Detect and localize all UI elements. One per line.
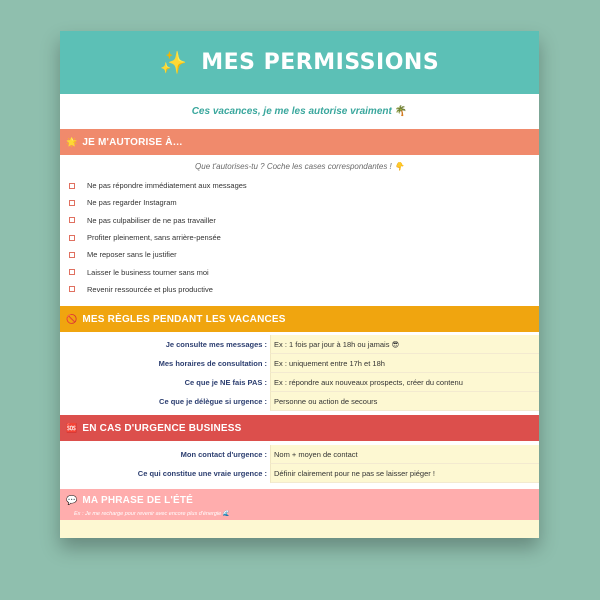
checklist-item-label: Ne pas regarder Instagram bbox=[87, 198, 177, 208]
section-header-rules bbox=[60, 306, 539, 332]
checklist-item-label: Me reposer sans le justifier bbox=[87, 250, 177, 260]
list-item bbox=[69, 194, 539, 211]
rule-label: Ce que je NE fais PAS : bbox=[184, 378, 267, 388]
speech-bubble-icon: 💬 bbox=[66, 494, 78, 505]
table-row bbox=[60, 445, 539, 464]
list-item bbox=[69, 177, 539, 194]
checklist-item-label: Ne pas répondre immédiatement aux messages bbox=[87, 181, 247, 191]
checkbox[interactable] bbox=[69, 286, 75, 292]
table-row bbox=[60, 464, 539, 483]
rule-value-field[interactable]: Ex : uniquement entre 17h et 18h bbox=[270, 354, 539, 373]
checkbox[interactable] bbox=[69, 269, 75, 275]
rule-label: Mes horaires de consultation : bbox=[158, 359, 267, 369]
palm-tree-icon: 🌴 bbox=[394, 106, 408, 117]
table-row bbox=[60, 354, 539, 373]
rule-value-field[interactable]: Ex : répondre aux nouveaux prospects, créer du contenu bbox=[270, 373, 539, 392]
document-sheet bbox=[60, 31, 539, 538]
list-item bbox=[69, 281, 539, 298]
subtitle bbox=[60, 94, 539, 129]
table-row bbox=[60, 335, 539, 354]
rule-value-field[interactable]: Nom + moyen de contact bbox=[270, 445, 539, 464]
checkbox[interactable] bbox=[69, 200, 75, 206]
page-title: MES PERMISSIONS bbox=[201, 50, 440, 75]
section-header-phrase bbox=[60, 489, 539, 511]
rule-value-field[interactable]: Personne ou action de secours bbox=[270, 392, 539, 411]
list-item bbox=[69, 246, 539, 263]
list-item bbox=[69, 263, 539, 280]
section-title-phrase: MA PHRASE DE L'ÉTÉ bbox=[82, 494, 194, 506]
no-entry-icon: 🚫 bbox=[66, 313, 78, 324]
section-header-permissions bbox=[60, 129, 539, 155]
phrase-text[interactable]: Ex : Je me recharge pour revenir avec encore plus d'énergie 🌊 bbox=[60, 511, 539, 520]
checklist-item-label: Ne pas culpabiliser de ne pas travailler bbox=[87, 215, 216, 225]
checklist-item-label: Profiter pleinement, sans arrière-pensée bbox=[87, 233, 221, 243]
section-title-rules: MES RÈGLES PENDANT LES VACANCES bbox=[82, 313, 286, 325]
rule-label: Ce qui constitue une vraie urgence : bbox=[137, 469, 267, 479]
rule-label: Ce que je délègue si urgence : bbox=[159, 397, 267, 407]
checkbox[interactable] bbox=[69, 235, 75, 241]
checkbox[interactable] bbox=[69, 252, 75, 258]
rule-label: Mon contact d'urgence : bbox=[180, 450, 267, 460]
checkbox[interactable] bbox=[69, 183, 75, 189]
sos-icon: 🆘 bbox=[66, 422, 78, 433]
checklist-item-label: Laisser le business tourner sans moi bbox=[87, 267, 209, 277]
urgence-table bbox=[60, 441, 539, 489]
section-header-urgence bbox=[60, 415, 539, 441]
table-row bbox=[60, 373, 539, 392]
section-title-permissions: JE M'AUTORISE À… bbox=[82, 136, 183, 148]
permissions-checklist bbox=[60, 177, 539, 306]
rule-label: Je consulte mes messages : bbox=[165, 340, 267, 350]
checklist-item-label: Revenir ressourcée et plus productive bbox=[87, 284, 213, 294]
sparkles-icon: ✨ bbox=[159, 49, 188, 75]
rule-value-field[interactable]: Définir clairement pour ne pas se laisser piéger ! bbox=[270, 464, 539, 483]
rules-table bbox=[60, 332, 539, 415]
checklist-prompt: Que t'autorises-tu ? Coche les cases correspondantes ! 👇 bbox=[195, 161, 404, 171]
list-item bbox=[69, 212, 539, 229]
rule-value-field[interactable]: Ex : 1 fois par jour à 18h ou jamais 😎 bbox=[270, 335, 539, 354]
title-banner bbox=[60, 31, 539, 94]
sparkle-star-icon: 🌟 bbox=[66, 136, 78, 147]
list-item bbox=[69, 229, 539, 246]
section-title-urgence: EN CAS D'URGENCE BUSINESS bbox=[82, 422, 242, 434]
phrase-writing-area[interactable] bbox=[60, 520, 539, 538]
checkbox[interactable] bbox=[69, 217, 75, 223]
subtitle-text: Ces vacances, je me les autorise vraiment bbox=[191, 106, 392, 117]
table-row bbox=[60, 392, 539, 411]
